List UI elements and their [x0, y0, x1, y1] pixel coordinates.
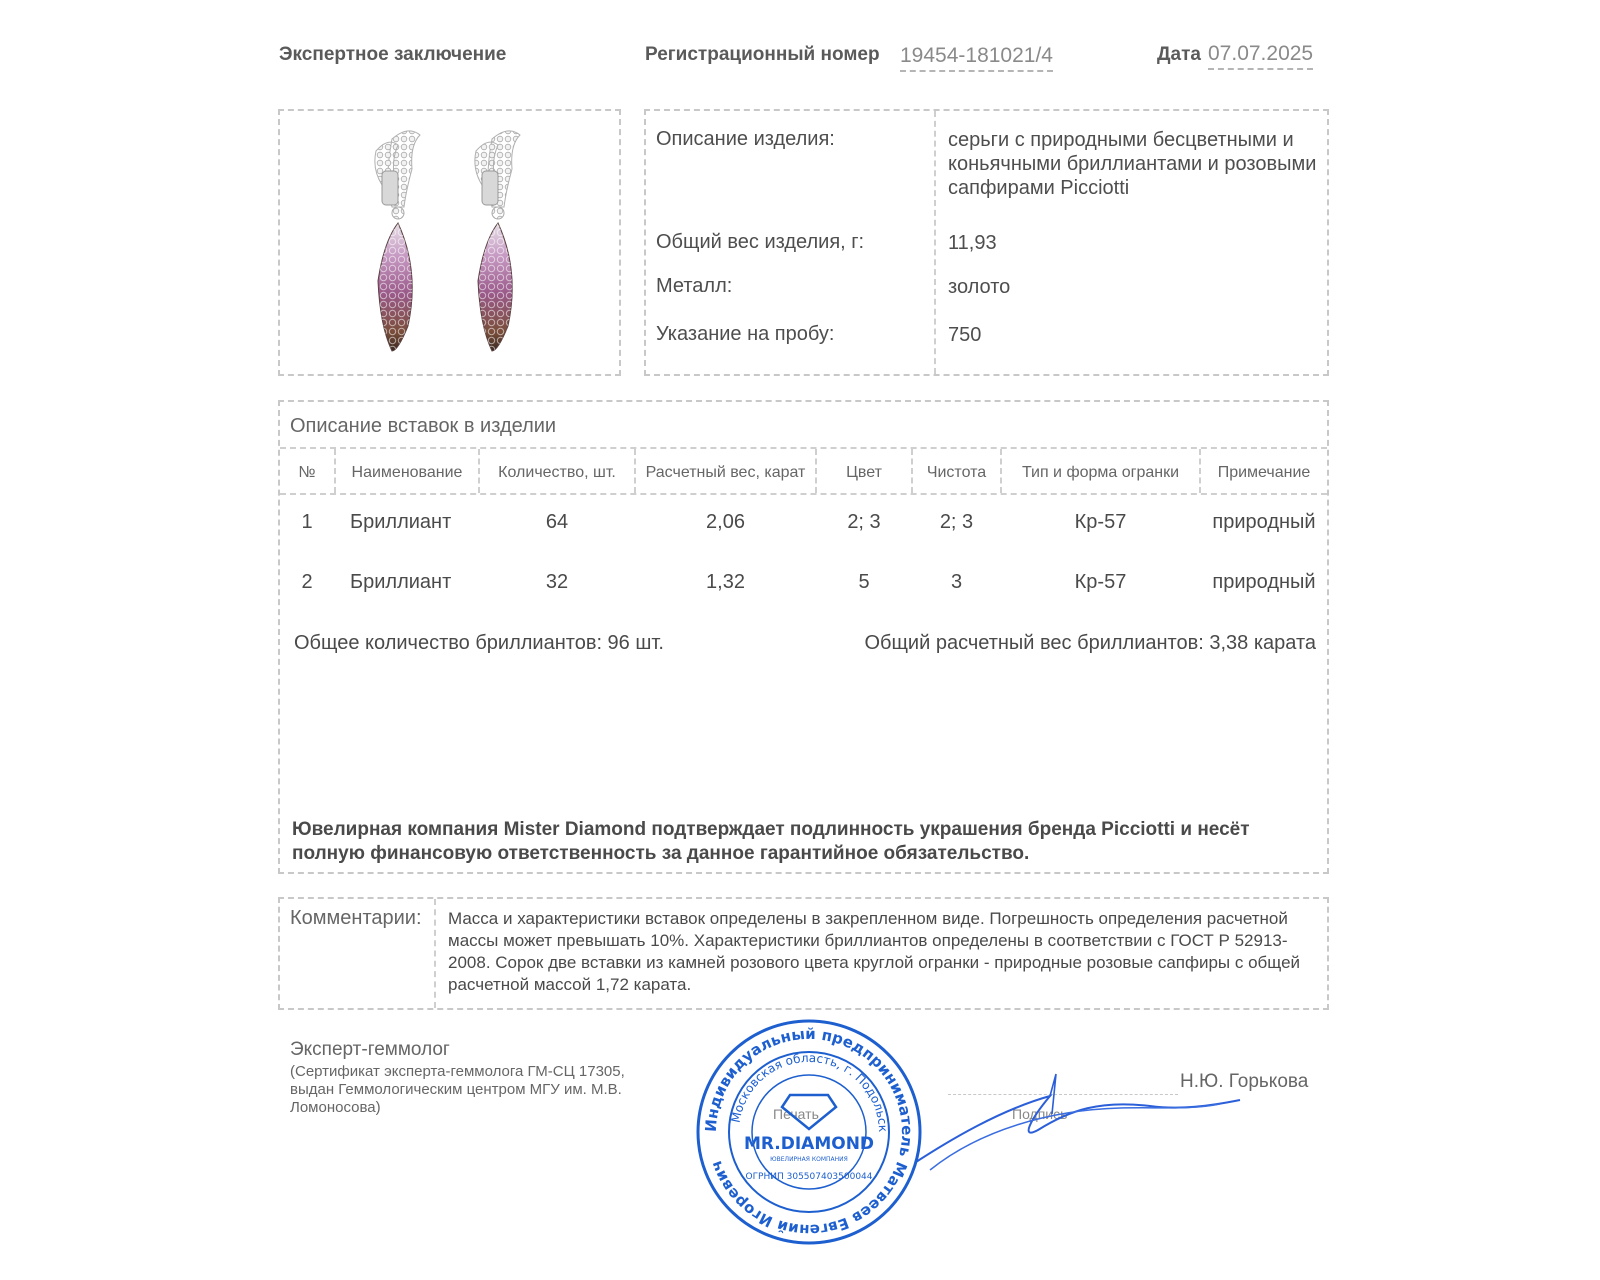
table-cell: 1 [301, 511, 313, 533]
col-header-cut: Тип и форма огранки [1021, 464, 1180, 481]
table-cell: 3 [950, 571, 963, 593]
inserts-title: Описание вставок в изделии [290, 415, 557, 437]
date-value: 07.07.2025 [1208, 42, 1313, 70]
table-cell: 5 [858, 571, 870, 593]
table-cell: 2 [301, 571, 313, 593]
guarantee-statement: Ювелирная компания Mister Diamond подтверждает подлинность украшения бренда Picciotti и несёт полную финансовую ответственность за данное гарантийное обязательство. [292, 819, 1250, 864]
stamp-ring-text: Индивидуальный предприниматель Матвеев Евгений Игоревич [701, 1024, 917, 1240]
expert-certificate: (Сертификат эксперта-геммолога ГМ-СЦ 17305, выдан Геммологическим центром МГУ им. М.В. Ломоносова) [290, 1063, 625, 1116]
table-cell: Кр-57 [1074, 571, 1127, 593]
table-cell: 2,06 [706, 511, 745, 533]
col-header-number: № [298, 464, 316, 481]
expert-name: Н.Ю. Горькова [1180, 1071, 1309, 1092]
table-cell: Бриллиант [350, 511, 452, 533]
col-header-weight: Расчетный вес, карат [645, 464, 806, 481]
signature-label: Подпись [1012, 1106, 1068, 1122]
stamp-brand: MR.DIAMOND [743, 1134, 875, 1154]
diamond-icon [782, 1095, 836, 1129]
total-count: Общее количество бриллиантов: 96 шт. [294, 632, 664, 654]
total-weight: Общий расчетный вес бриллиантов: 3,38 карата [864, 632, 1316, 654]
table-cell: 2; 3 [939, 511, 974, 533]
expert-title: Эксперт-геммолог [290, 1039, 450, 1060]
document-title: Экспертное заключение [279, 44, 507, 65]
stamp-label: Печать [773, 1106, 819, 1122]
table-cell: 64 [545, 511, 569, 533]
handwritten-signature [910, 1070, 1250, 1180]
company-stamp [694, 1017, 924, 1247]
col-header-color: Цвет [846, 464, 882, 481]
item-label-description: Описание изделия: [656, 128, 835, 150]
item-box-divider [934, 111, 936, 374]
item-value-description: серьги с природными бесцветными и коньячными бриллиантами и розовыми сапфирами Picciotti [948, 129, 1317, 199]
reg-number-label: Регистрационный номер [645, 44, 880, 65]
table-cell: природный [1212, 571, 1316, 593]
item-label-metal: Металл: [656, 275, 733, 297]
left-earring [375, 131, 420, 351]
item-value-hallmark: 750 [948, 324, 982, 346]
item-label-hallmark: Указание на пробу: [656, 323, 835, 345]
item-value-metal: золото [948, 276, 1011, 298]
earrings-image [280, 111, 619, 374]
inserts-header-rule [280, 493, 1327, 495]
col-header-clarity: Чистота [926, 464, 987, 481]
comments-text: Масса и характеристики вставок определены в закрепленном виде. Погрешность определения расчетной массы может превышать 10%. Характеристики бриллиантов определены в соответствии с ГОСТ Р 52913-2008. Сорок две вставки из камней розового цвета круглой огранки - природные розовые сапфиры с общей расчетной массой 1,72 карата. [448, 909, 1301, 994]
table-cell: 32 [545, 571, 569, 593]
table-cell: природный [1212, 511, 1316, 533]
reg-number-value: 19454-181021/4 [900, 44, 1053, 72]
col-header-note: Примечание [1217, 464, 1311, 481]
stamp-brand-sub: ЮВЕЛИРНАЯ КОМПАНИЯ [770, 1156, 848, 1163]
col-header-quantity: Количество, шт. [498, 464, 616, 481]
date-label: Дата [1157, 44, 1201, 65]
table-cell: 2; 3 [847, 511, 881, 533]
table-cell: Кр-57 [1074, 511, 1127, 533]
col-header-name: Наименование [351, 464, 463, 481]
comments-label: Комментарии: [290, 907, 422, 929]
comments-divider [434, 899, 436, 1008]
item-label-weight: Общий вес изделия, г: [656, 231, 865, 253]
item-value-weight: 11,93 [948, 232, 997, 254]
product-photo-box [278, 109, 621, 376]
stamp-ogrnip: ОГРНИП 305507403500044 [745, 1172, 873, 1182]
inserts-title-rule [280, 447, 1327, 449]
table-cell: 1,32 [706, 571, 745, 593]
right-earring [475, 131, 520, 351]
table-cell: Бриллиант [350, 571, 452, 593]
stamp-inner-text: Московская область, г. Подольск [728, 1050, 891, 1133]
